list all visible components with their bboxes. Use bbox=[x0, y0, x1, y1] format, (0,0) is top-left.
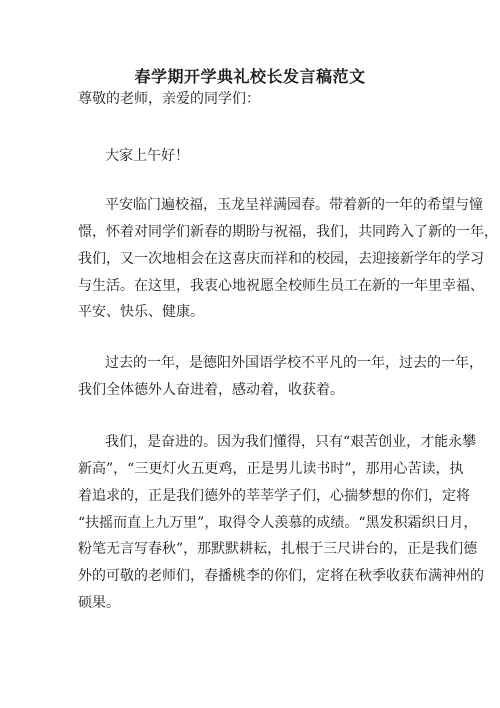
paragraph-3-line-7: 硕果。 bbox=[78, 595, 120, 611]
paragraph-2-line-2: 我们全体德外人奋进着，感动着，收获着。 bbox=[78, 382, 344, 398]
paragraph-1-line-2: 憬，怀着对同学们新春的期盼与祝福，我们，共同跨入了新的一年， bbox=[78, 224, 498, 240]
paragraph-3-line-3: 着追求的，正是我们德外的莘莘学子们，心揣梦想的你们，定将 bbox=[78, 488, 470, 504]
paragraph-3-line-4: “扶摇而直上九万里”，取得令人羡慕的成绩。“黑发积霜织日月， bbox=[78, 515, 478, 531]
paragraph-1-line-1: 平安临门遍校福，玉龙呈祥满园春。带着新的一年的希望与憧 bbox=[105, 197, 483, 213]
greeting: 大家上午好！ bbox=[105, 148, 189, 164]
salutation: 尊敬的老师，亲爱的同学们： bbox=[78, 91, 260, 107]
paragraph-3-line-6: 外的可敬的老师们，春播桃李的你们，定将在秋季收获布满神州的 bbox=[78, 568, 484, 584]
paragraph-2-line-1: 过去的一年，是德阳外国语学校不平凡的一年，过去的一年， bbox=[105, 355, 483, 371]
paragraph-1-line-3: 我们，又一次地相会在这喜庆而祥和的校园，去迎接新学年的学习 bbox=[78, 251, 484, 267]
paragraph-3-line-1: 我们，是奋进的。因为我们懂得，只有“艰苦创业，才能永攀 bbox=[105, 434, 477, 450]
document-title: 春学期开学典礼校长发言稿范文 bbox=[134, 67, 366, 86]
paragraph-1-line-4: 与生活。在这里，我衷心地祝愿全校师生员工在新的一年里幸福、 bbox=[78, 278, 484, 294]
paragraph-3-line-5: 粉笔无言写春秋”，那默默耕耘，扎根于三尺讲台的，正是我们德 bbox=[78, 541, 478, 557]
paragraph-3-line-2: 新高”，“三更灯火五更鸡，正是男儿读书时”，那用心苦读，执 bbox=[78, 461, 464, 477]
paragraph-1-line-5: 平安、快乐、健康。 bbox=[78, 304, 204, 320]
